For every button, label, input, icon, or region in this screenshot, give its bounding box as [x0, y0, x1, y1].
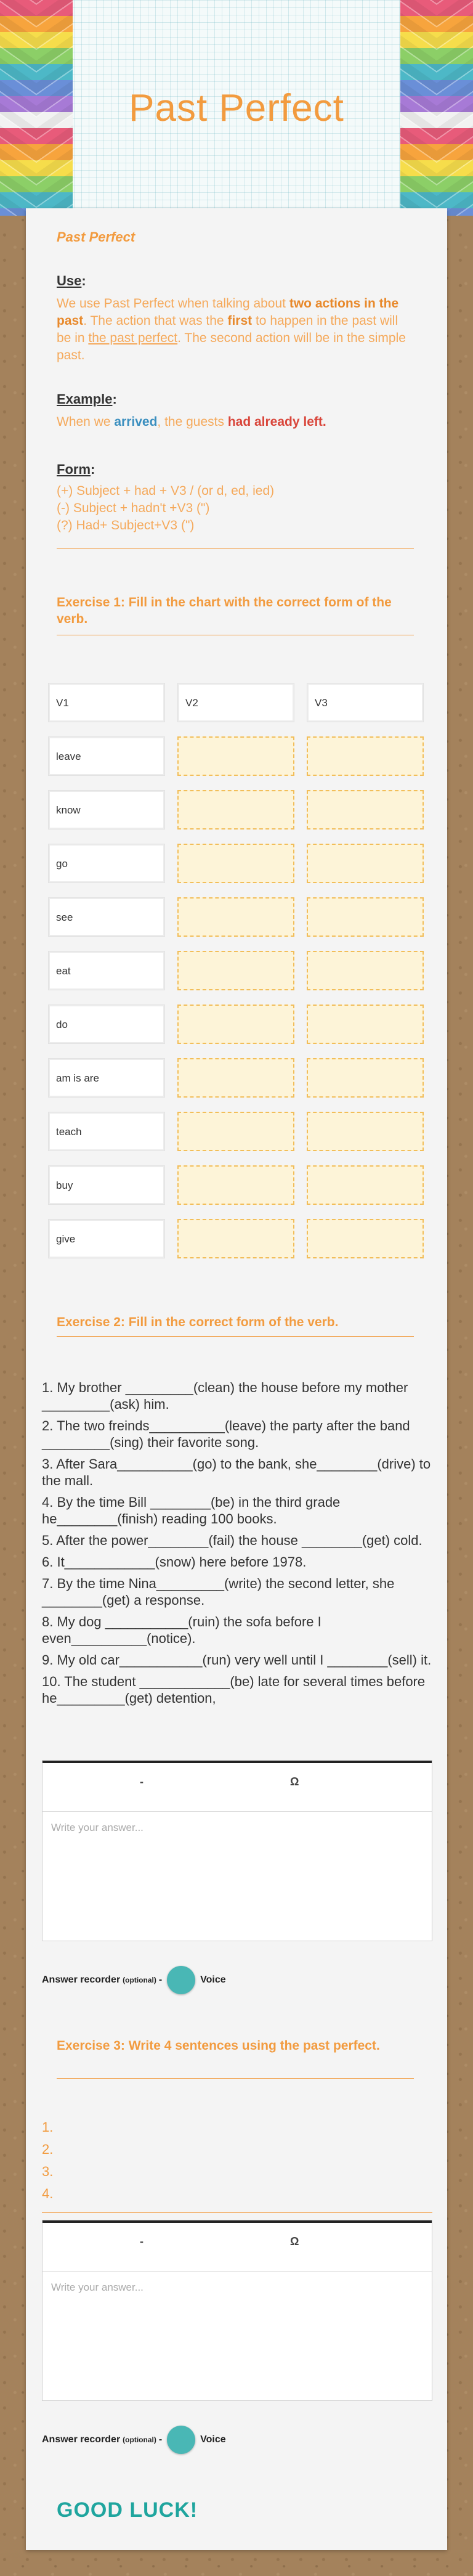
verb-cell: give	[48, 1219, 165, 1258]
omega-icon[interactable]: Ω	[290, 1775, 299, 1788]
editor-toolbar	[42, 1761, 432, 1812]
verb-cell: do	[48, 1005, 165, 1044]
verb-cell: see	[48, 897, 165, 937]
use-label: Use	[57, 273, 82, 288]
sentence: 8. My dog ___________(ruin) the sofa before I even__________(notice).	[42, 1614, 321, 1646]
recorder-optional: (optional)	[123, 1976, 156, 1984]
sentence: 10. The student ____________(be) late for several times before he_________(get) detention,	[42, 1674, 426, 1706]
answer-input[interactable]	[42, 1812, 432, 1938]
answer-recorder	[42, 1966, 226, 1994]
record-voice-button[interactable]	[167, 1966, 195, 1994]
chevron-pattern-right	[400, 0, 473, 216]
v2-input[interactable]	[177, 790, 294, 829]
v2-input[interactable]	[177, 736, 294, 776]
verb-cell: know	[48, 790, 165, 829]
divider	[57, 2078, 414, 2079]
form-section: Form: (+) Subject + had + V3 / (or d, ed, ied) (-) Subject + hadn't +V3 (") (?) Had+ Subject+V3 (")	[57, 461, 414, 534]
exercise3-answer-box	[42, 2220, 432, 2401]
chart-header-v1: V1	[48, 683, 165, 722]
example-label: Example	[57, 391, 113, 407]
v2-input[interactable]	[177, 1112, 294, 1151]
verb-cell: leave	[48, 736, 165, 776]
v2-input[interactable]	[177, 1165, 294, 1205]
use-strong-1: two actions in the past	[57, 296, 399, 328]
v2-input[interactable]	[177, 844, 294, 883]
v3-input[interactable]	[307, 790, 424, 829]
v3-input[interactable]	[307, 1005, 424, 1044]
v3-input[interactable]	[307, 736, 424, 776]
example-blue: arrived	[114, 415, 158, 429]
recorder-dash: -	[158, 1975, 163, 1985]
v3-input[interactable]	[307, 1112, 424, 1151]
use-text-2: . The action that was the	[83, 314, 228, 328]
v3-input[interactable]	[307, 951, 424, 990]
record-voice-button[interactable]	[167, 2426, 195, 2454]
recorder-optional: (optional)	[123, 2435, 156, 2444]
page-title: Past Perfect	[129, 87, 344, 129]
v3-input[interactable]	[307, 844, 424, 883]
divider	[57, 1336, 414, 1337]
use-text-1: We use Past Perfect when talking about	[57, 296, 289, 311]
sentence: 4. By the time Bill ________(be) in the third grade he________(finish) reading 100 books.	[42, 1494, 341, 1526]
divider	[57, 548, 414, 549]
exercise2-title: Exercise 2: Fill in the correct form of the verb.	[57, 1315, 339, 1329]
sentence: 2. The two freinds__________(leave) the party after the band _________(sing) their favorite song.	[42, 1418, 410, 1450]
example-text-1: When we	[57, 415, 115, 429]
v3-input[interactable]	[307, 897, 424, 937]
header-banner	[0, 0, 473, 216]
chart-header-v2: V2	[177, 683, 294, 722]
editor-toolbar	[42, 2220, 432, 2272]
form-line: (?) Had+ Subject+V3 (")	[57, 518, 195, 532]
v2-input[interactable]	[177, 951, 294, 990]
divider	[42, 2212, 432, 2213]
sentence: 3. After Sara__________(go) to the bank, she________(drive) to the mall.	[42, 1456, 431, 1488]
sentence: 9. My old car___________(run) very well until I ________(sell) it.	[42, 1652, 432, 1668]
recorder-voice-label: Voice	[200, 1975, 226, 1985]
example-section: Example: When we arrived, the guests had already left.	[57, 391, 326, 429]
answer-input[interactable]	[42, 2272, 432, 2397]
good-luck-text: GOOD LUCK!	[57, 2498, 198, 2522]
recorder-voice-label: Voice	[200, 2434, 226, 2445]
sentence: 5. After the power________(fail) the house ________(get) cold.	[42, 1533, 422, 1548]
use-text-4: . The second action will be in the simple past.	[57, 331, 406, 362]
verb-cell: teach	[48, 1112, 165, 1151]
use-text-3: to happen in the past will be in	[57, 314, 398, 345]
recorder-dash: -	[158, 2434, 163, 2445]
sentence: 6. It____________(snow) here before 1978.	[42, 1554, 307, 1570]
list-item: 1.	[42, 2119, 54, 2135]
recorder-label: Answer recorder	[42, 1975, 121, 1985]
use-underline: the past perfect	[88, 331, 178, 345]
v3-input[interactable]	[307, 1219, 424, 1258]
verb-cell: eat	[48, 951, 165, 990]
form-line: (+) Subject + had + V3 / (or d, ed, ied)	[57, 484, 275, 498]
recorder-label: Answer recorder	[42, 2434, 121, 2445]
chevron-pattern-left	[0, 0, 73, 216]
verb-cell: am is are	[48, 1058, 165, 1098]
use-strong-2: first	[227, 314, 253, 328]
list-item: 3.	[42, 2164, 54, 2179]
sentence: 1. My brother _________(clean) the house before my mother _________(ask) him.	[42, 1380, 408, 1412]
dash-tool-button[interactable]: -	[140, 2235, 144, 2248]
verb-cell: buy	[48, 1165, 165, 1205]
form-line: (-) Subject + hadn't +V3 (")	[57, 501, 210, 515]
worksheet-card	[26, 208, 447, 2550]
v2-input[interactable]	[177, 1058, 294, 1098]
v2-input[interactable]	[177, 897, 294, 937]
intro-heading: Past Perfect	[57, 229, 135, 245]
use-section: Use: We use Past Perfect when talking about two actions in the past. The action that was the first to happen in the past will be in the past perfect. The second action will be in the simple past.	[57, 273, 406, 362]
exercise1-title: Exercise 1: Fill in the chart with the correct form of the verb.	[57, 595, 392, 626]
exercise3-title: Exercise 3: Write 4 sentences using the past perfect.	[57, 2039, 380, 2053]
list-item: 2.	[42, 2142, 54, 2157]
exercise2-answer-box	[42, 1760, 432, 1941]
list-item: 4.	[42, 2186, 54, 2201]
v2-input[interactable]	[177, 1005, 294, 1044]
exercise2-sentences	[42, 1379, 436, 1711]
example-red: had already left.	[227, 415, 326, 429]
verb-cell: go	[48, 844, 165, 883]
answer-recorder	[42, 2426, 226, 2454]
v3-input[interactable]	[307, 1058, 424, 1098]
chart-header-v3: V3	[307, 683, 424, 722]
v2-input[interactable]	[177, 1219, 294, 1258]
example-text-2: , the guests	[157, 415, 228, 429]
v3-input[interactable]	[307, 1165, 424, 1205]
form-label: Form	[57, 462, 91, 477]
exercise3-list	[42, 2116, 424, 2205]
sentence: 7. By the time Nina_________(write) the second letter, she ________(get) a response.	[42, 1576, 395, 1608]
omega-icon[interactable]: Ω	[290, 2235, 299, 2248]
dash-tool-button[interactable]: -	[140, 1775, 144, 1788]
